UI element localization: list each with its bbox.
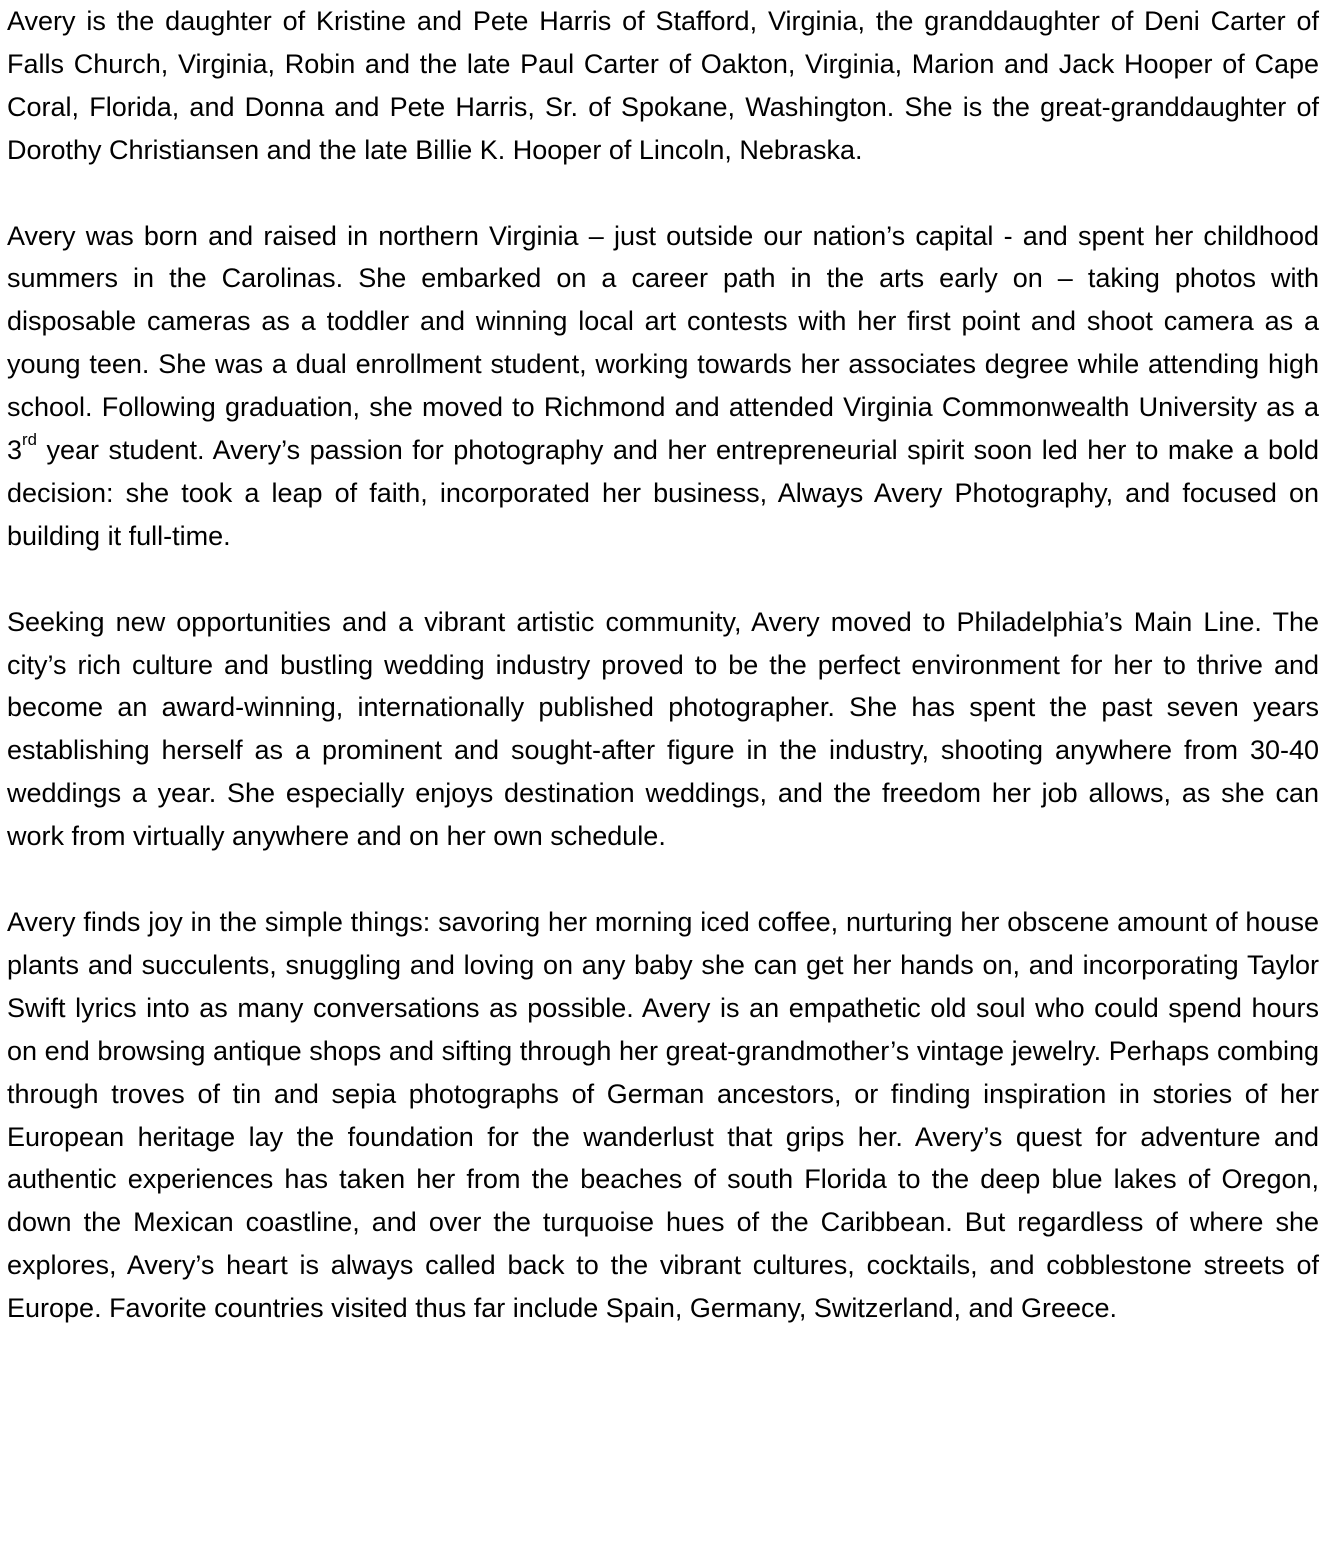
personal-interests-paragraph: Avery finds joy in the simple things: savoring her morning iced coffee, nurturing her obscene amount of house plants and succulents, snuggling and loving on any baby she can get her hands on, and incorporating Taylor Swift lyrics into as many conversations as possible. Avery is an empathetic old soul who could spend hours on end browsing antique shops and sifting through her great-grandmother’s vintage jewelry. Perhaps combing through troves of tin and sepia photographs of German ancestors, or finding inspiration in stories of her European heritage lay the foundation for the wanderlust that grips her. Avery’s quest for adventure and authentic experiences has taken her from the beaches of south Florida to the deep blue lakes of Oregon, down the Mexican coastline, and over the turquoise hues of the Caribbean. But regardless of where she explores, Avery’s heart is always called back to the vibrant cultures, cocktails, and cobblestone streets of Europe. Favorite countries visited thus far include Spain, Germany, Switzerland, and Greece. [7,906,1319,1324]
career-paragraph [7,215,1319,558]
career-paragraph-text-end: year student. Avery’s passion for photography and her entrepreneurial spirit soon led her to make a bold decision: she took a leap of faith, incorporated her business, Always Avery Photography, and focused on building it full-time. [7,435,1319,551]
family-paragraph: Avery is the daughter of Kristine and Pete Harris of Stafford, Virginia, the granddaughter of Deni Carter of Falls Church, Virginia, Robin and the late Paul Carter of Oakton, Virginia, Marion and Jack Hooper of Cape Coral, Florida, and Donna and Pete Harris, Sr. of Spokane, Washington. She is the great-granddaughter of Dorothy Christiansen and the late Billie K. Hooper of Lincoln, Nebraska. [7,6,1319,165]
philadelphia-paragraph: Seeking new opportunities and a vibrant artistic community, Avery moved to Philadelphia’s Main Line. The city’s rich culture and bustling wedding industry proved to be the perfect environment for her to thrive and become an award-winning, internationally published photographer. She has spent the past seven years establishing herself as a prominent and sought-after figure in the industry, shooting anywhere from 30-40 weddings a year. She especially enjoys destination weddings, and the freedom her job allows, as she can work from virtually anywhere and on her own schedule. [7,606,1319,852]
ordinal-superscript: rd [22,429,37,449]
career-paragraph-text-start: Avery was born and raised in northern Virginia – just outside our nation’s capital - and spent her childhood summers in the Carolinas. She embarked on a career path in the arts early on – taking photos with disposable cameras as a toddler and winning local art contests with her first point and shoot camera as a young teen. She was a dual enrollment student, working towards her associates degree while attending high school. Following graduation, she moved to Richmond and attended Virginia Commonwealth University as a 3 [7,220,1319,466]
